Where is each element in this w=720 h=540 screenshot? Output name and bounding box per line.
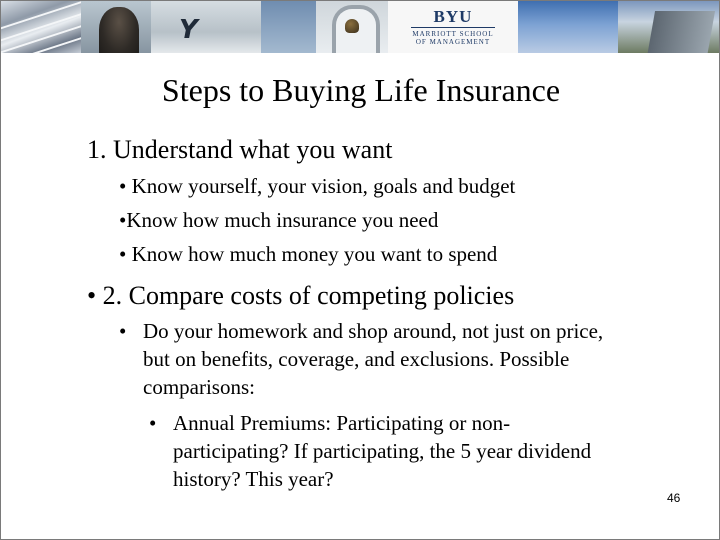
bullet-symbol: •	[149, 411, 157, 435]
banner-photo-water	[518, 1, 618, 53]
sub-bullet	[149, 409, 593, 493]
banner-photo-statue	[81, 1, 151, 53]
step-1-bullet: •Know how much insurance you need	[119, 208, 439, 232]
logo-main-text: BYU	[433, 7, 473, 26]
slide-title: Steps to Buying Life Insurance	[161, 72, 561, 108]
logo-sub-text-2: OF MANAGEMENT	[415, 38, 491, 46]
step-1-heading: 1. Understand what you want	[87, 135, 393, 164]
logo-sub-text-1: MARRIOTT SCHOOL	[412, 30, 494, 38]
bullet-symbol: •	[119, 319, 127, 343]
sub-bullet-text: Annual Premiums: Participating or non-participating? If participating, the 5 year dividend history? This year?	[173, 411, 592, 491]
banner-photo-y-mountain	[151, 1, 261, 53]
page-number: 46	[667, 491, 681, 505]
step-1-bullet: • Know yourself, your vision, goals and budget	[119, 174, 516, 198]
step-1-bullet: • Know how much money you want to spend	[119, 242, 498, 266]
banner-photo-railing	[1, 1, 81, 53]
banner-photo-bell	[316, 1, 388, 53]
banner-photo-sky	[261, 1, 316, 53]
header-banner	[1, 1, 719, 53]
banner-photo-building	[618, 1, 719, 53]
step-2-bullet	[119, 317, 633, 401]
step-2-text: Do your homework and shop around, not just on price, but on benefits, coverage, and exclusions. Possible comparisons:	[143, 319, 604, 399]
y-logo-icon: Y	[179, 15, 196, 45]
bell-icon	[345, 19, 359, 33]
byu-logo	[388, 1, 518, 53]
step-2-heading: • 2. Compare costs of competing policies	[87, 281, 515, 310]
